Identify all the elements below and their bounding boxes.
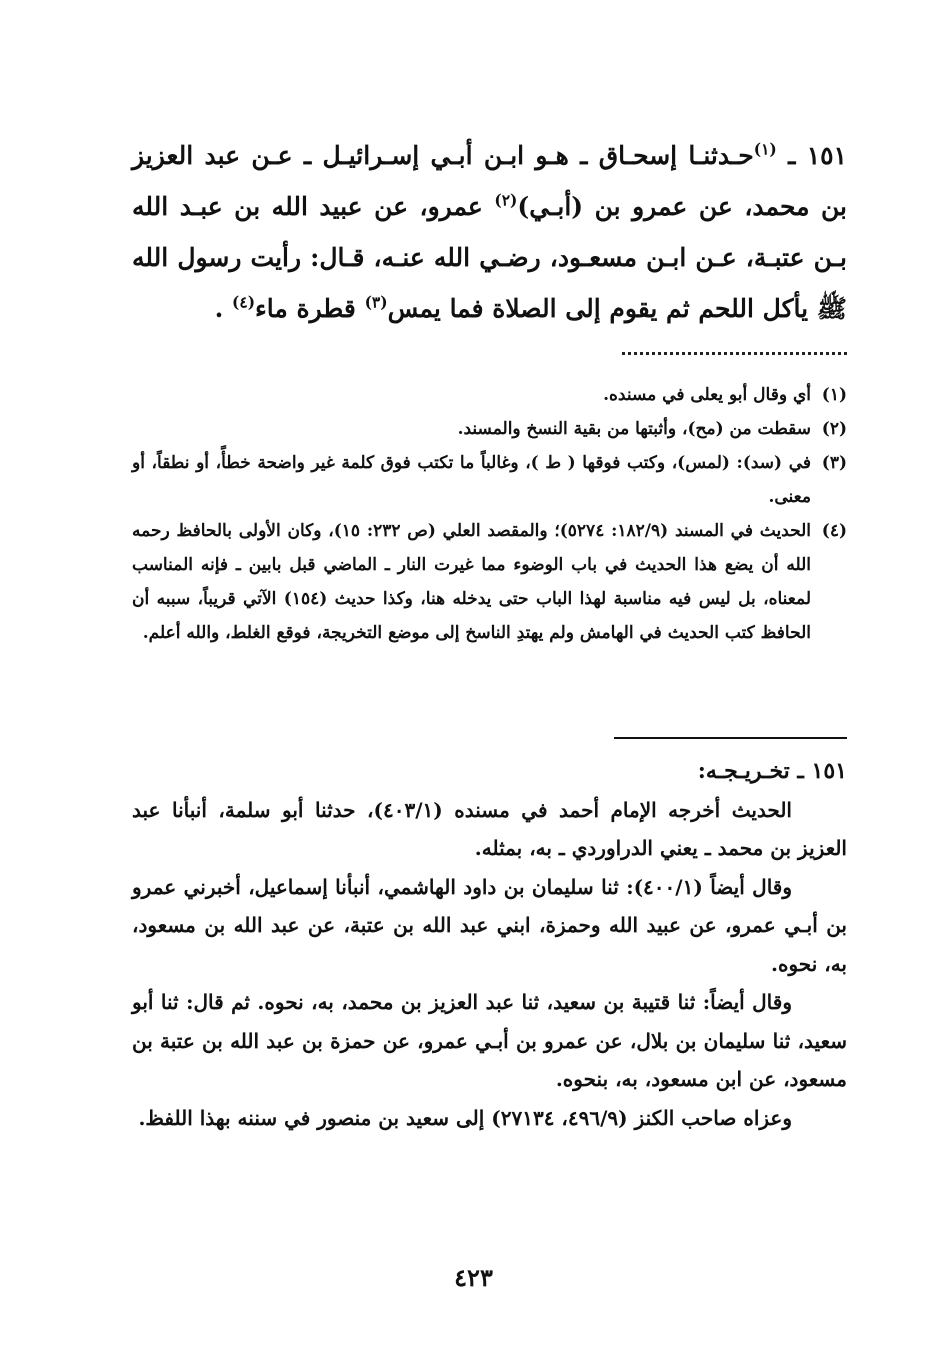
section-divider [614,737,847,739]
hadith-text [132,130,847,334]
footnote [132,378,847,412]
footnotes [132,378,847,650]
takhrij-paragraph: وقال أيضاً (٤٠٠/١): ثنا سليمان بن داود الهاشمي، أنبأنا إسماعيل، أخبرني عمرو بن أبـي عمرو، عن عبيد الله وحمزة، ابني عبد الله بن عتبة، عن عبد الله بن مسعود، به، نحوه. [132,874,847,976]
hadith-number: ١٥١ [806,141,847,170]
takhrij-paragraph: وقال أيضاً: ثنا قتيبة بن سعيد، ثنا عبد العزيز بن محمد، به، نحوه. ثم قال: ثنا أبو سعيد، ثنا سليمان بن بلال، عن عمرو بن أبـي عمرو، عن حمزة بن عبد الله بن عتبة بن مسعود، عن ابن مسعود، به، بنحوه. [132,990,847,1091]
footnote [132,412,847,446]
footnote-ref-3[interactable]: (٣) [364,292,388,312]
footnote-text: في (سد): (لمس)، وكتب فوقها ( ط )، وغالباً ما تكتب فوق كلمة غير واضحة خطأً، أو نطقاً، أو معنى. [132,453,811,507]
takhrij-paragraph: وعزاه صاحب الكنز (٤٩٦/٩، ٢٧١٣٤) إلى سعيد بن منصور في سننه بهذا اللفظ. [138,1105,792,1130]
takhrij-heading: ١٥١ ـ تخـريـجـه: [697,758,847,784]
footnote-ref-4[interactable]: (٤) [232,292,256,312]
takhrij-paragraph: الحديث أخرجه الإمام أحمد في مسنده (٤٠٣/١)، حدثنا أبو سلمة، أنبأنا عبد العزيز بن محمد ـ يعني الدراوردي ـ به، بمثله. [132,797,847,860]
footnote-number: (٢) [821,419,847,439]
footnote-text: الحديث في المسند (١٨٢/٩: ٥٢٧٤)؛ والمقصد العلي (ص ٢٣٢: ١٥)، وكان الأولى بالحافظ رحمه الله أن يضع هذا الحديث في باب الوضوء مما غيرت النار ـ الماضي قبل بابين ـ فإنه المناسب لمعناه، بل ليس فيه مناسبة لهذا الباب حتى يدخله هنا، وكذا حديث (١٥٤) الآتي قريباً، سببه أن الحافظ كتب الحديث في الهامش ولم يهتدِ الناسخ إلى موضع التخريجة، فوقع الغلط، والله أعلم. [132,521,811,643]
footnote-text: أي وقال أبو يعلى في مسنده. [603,385,811,405]
hadith-dash: ـ [788,141,796,170]
footnote [132,514,847,650]
hadith-segment: حـدثنـا إسحـاق ـ هـو ابـن أبـي إسـرائيـل ـ عـن عبد العزيز بن محمد، عن عمرو بن (أبـي) [132,141,847,221]
footnote-ref-2[interactable]: (٢) [494,190,518,210]
hadith-segment: قطرة ماء [255,294,365,323]
footnote-number: (١) [821,385,847,405]
hadith-segment: . [214,294,233,323]
takhrij-section [132,752,847,1137]
footnote-number: (٣) [821,453,847,473]
page-number: ٤٢٣ [454,1263,493,1292]
footnote-text: سقطت من (مح)، وأثبتها من بقية النسخ والمسند. [457,419,811,439]
hadith-segment: عمرو، عن عبيد الله بن عبـد الله بـن عتبـة، عـن ابـن مسعـود، رضـي الله عنـه، قـال: رأيت رسول الله ﷺ يأكل اللحم ثم يقوم إلى الصلاة فما يمس [132,192,847,323]
footnote-separator-dots [622,352,847,355]
footnote [132,446,847,514]
footnote-number: (٤) [821,521,847,541]
footnote-ref-1[interactable]: (١) [753,139,777,159]
